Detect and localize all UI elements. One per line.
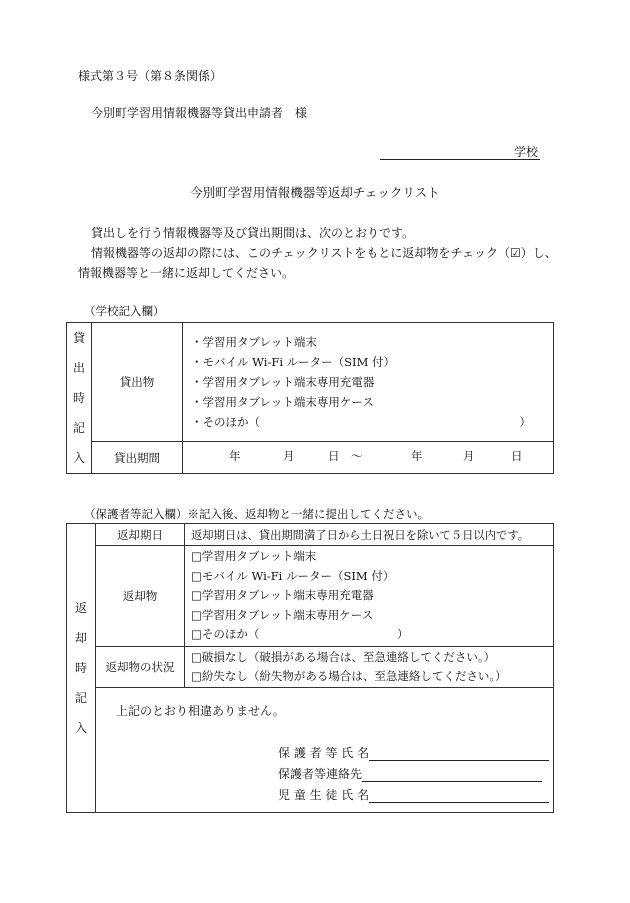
return-vertical-label: 返 却 時 記 入 — [67, 524, 96, 813]
student-name-field[interactable]: 児 童 生 徒 氏 名 — [278, 786, 549, 803]
guardian-name-field[interactable]: 保 護 者 等 氏 名 — [278, 744, 549, 761]
checklist-item[interactable]: □モバイル Wi-Fi ルーター（SIM 付） — [191, 568, 395, 583]
guardian-section-caption: （保護者等記入欄）※記入後、返却物と一緒に提出してください。 — [84, 507, 429, 521]
checklist-item[interactable]: □紛失なし（紛失物がある場合は、至急連絡してください。） — [191, 669, 507, 683]
returns-list — [185, 546, 554, 647]
lending-period-value: 年 月 日 ～ 年 月 日 — [183, 442, 554, 474]
condition-list — [185, 647, 554, 688]
list-item-other: ・そのほか（ ） — [191, 415, 531, 430]
lending-items-list — [183, 323, 554, 442]
school-suffix: 学校 — [514, 145, 539, 159]
return-date-label: 返却期日 — [96, 524, 185, 546]
intro-line-2: 情報機器等の返却の際には、このチェックリストをもとに返却物をチェック（☑）し、 — [91, 246, 557, 260]
confirmation-cell — [96, 688, 554, 813]
intro-line-3: 情報機器等と一緒に返却してください。 — [78, 266, 295, 280]
returns-label: 返却物 — [96, 546, 185, 647]
guardian-contact-field[interactable]: 保護者等連絡先 — [278, 765, 542, 782]
list-item: ・学習用タブレット端末専用ケース — [191, 395, 374, 410]
school-section-table — [66, 322, 554, 474]
guardian-section-table — [66, 523, 554, 813]
return-date-text: 返却期日は、貸出期間満了日から土日祝日を除いて５日以内です。 — [185, 524, 554, 546]
checklist-item[interactable]: □学習用タブレット端末専用ケース — [191, 607, 374, 622]
addressee: 今別町学習用情報機器等貸出申請者 様 — [91, 106, 308, 120]
list-item: ・学習用タブレット端末専用充電器 — [191, 375, 375, 390]
checklist-item-other[interactable]: □そのほか（ ） — [191, 627, 409, 642]
confirm-text: 上記のとおり相違ありません。 — [116, 704, 285, 718]
lending-period-label: 貸出期間 — [92, 442, 183, 474]
form-number: 様式第３号（第８条関係） — [78, 69, 223, 83]
checklist-item[interactable]: □学習用タブレット端末 — [191, 549, 317, 564]
checklist-item[interactable]: □破損なし（破損がある場合は、至急連絡してください。） — [191, 650, 496, 664]
intro-line-1: 貸出しを行う情報機器等及び貸出期間は、次のとおりです。 — [91, 226, 415, 240]
list-item: ・モバイル Wi-Fi ルーター（SIM 付） — [191, 355, 395, 370]
lending-items-label: 貸出物 — [92, 323, 183, 442]
condition-label: 返却物の状況 — [96, 647, 185, 688]
lending-vertical-label: 貸 出 時 記 入 — [67, 323, 92, 474]
list-item: ・学習用タブレット端末 — [191, 335, 317, 350]
checklist-item[interactable]: □学習用タブレット端末専用充電器 — [191, 588, 374, 603]
school-section-caption: （学校記入欄） — [84, 304, 165, 318]
page-title: 今別町学習用情報機器等返却チェックリスト — [190, 185, 440, 200]
